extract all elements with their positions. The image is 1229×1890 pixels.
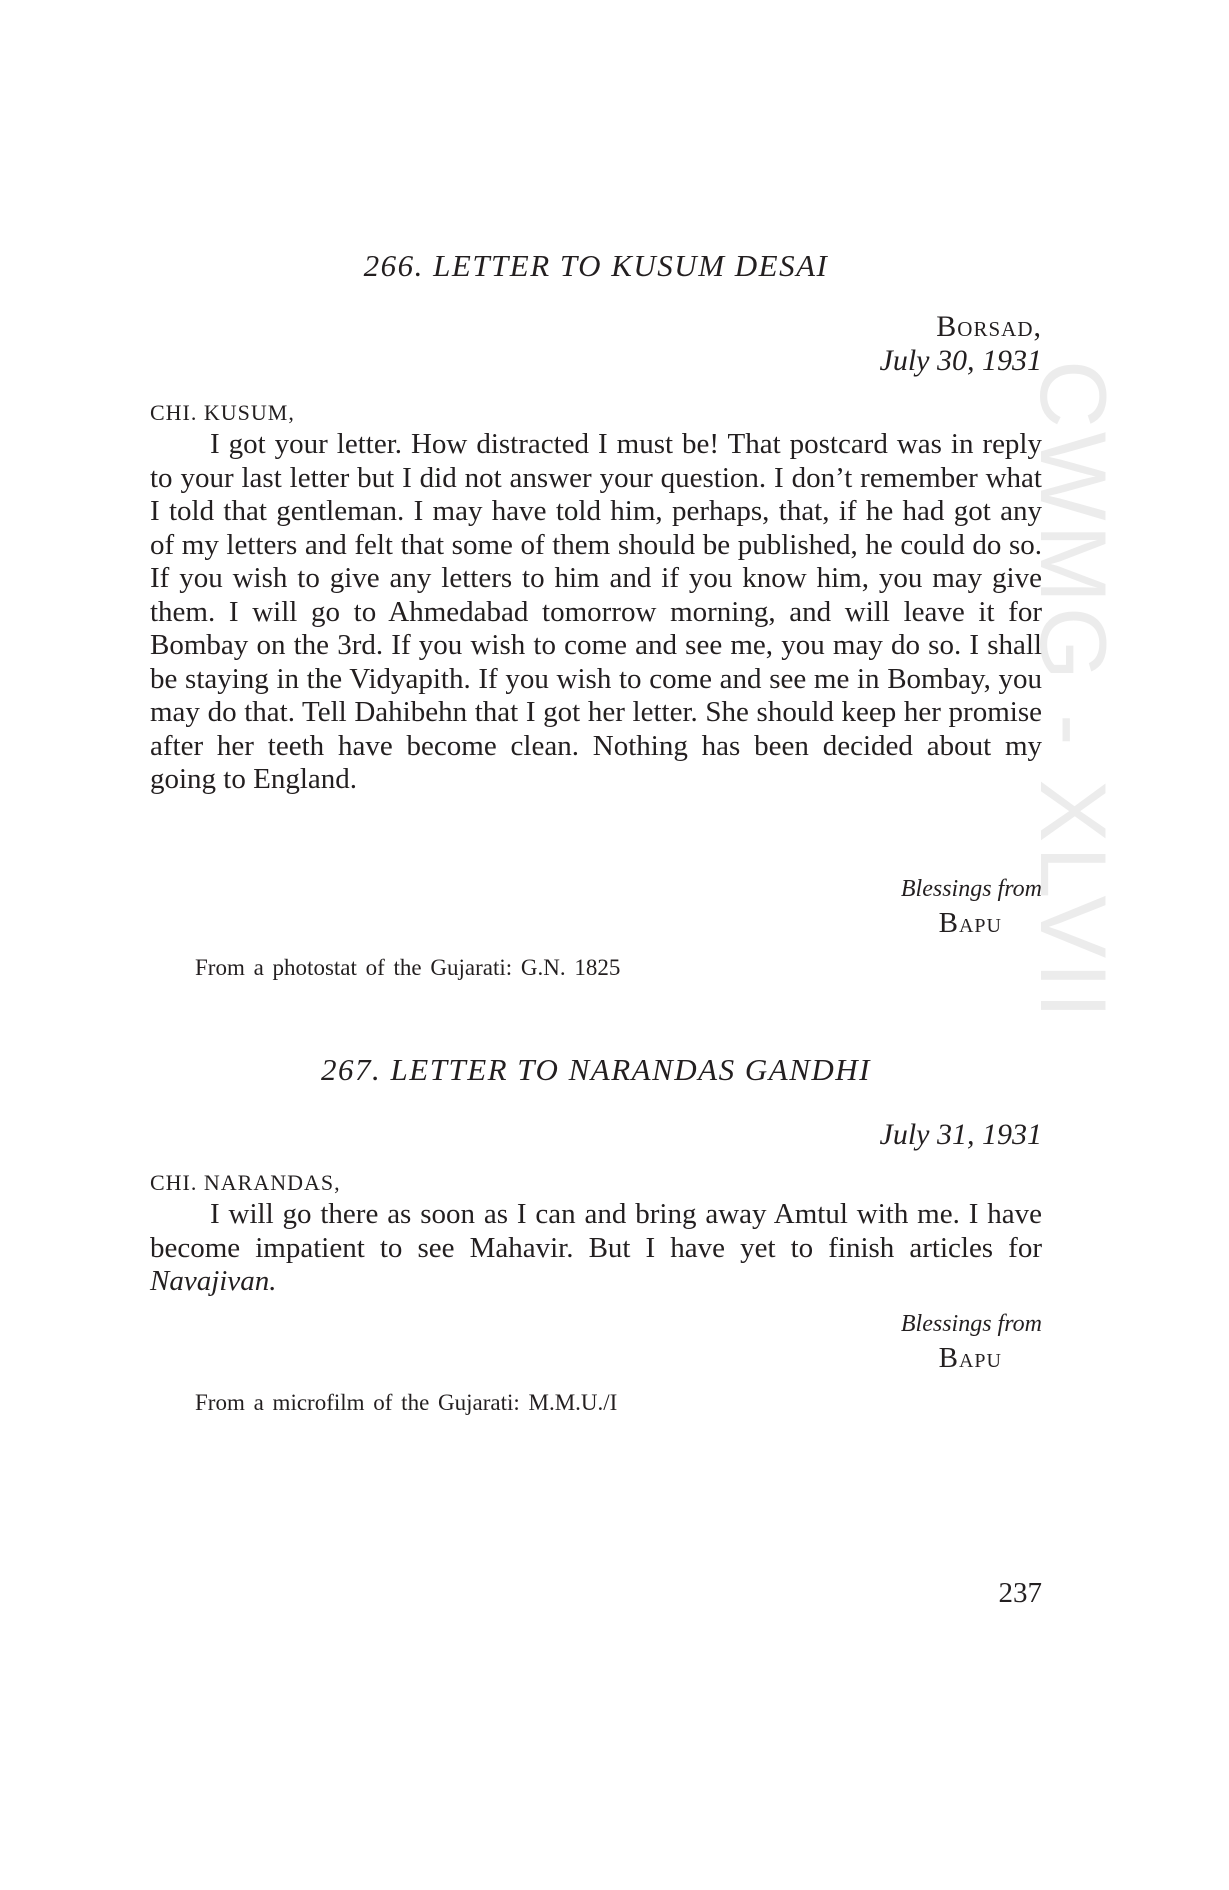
letter-salutation: CHI. KUSUM, [150, 400, 295, 425]
letter-body-paragraph [150, 1198, 1042, 1299]
letter-body-paragraph: I got your letter. How distracted I must be! That postcard was in reply to your last letter but I did not answer your question. I don’t remember what I told that gentleman. I may have told him, perhaps, that, if he had got any of my letters and felt that some of them should be published, he could do so. If you wish to give any letters to him and if you know him, you may give them. I will go to Ahmedabad tomorrow morning, and will leave it for Bombay on the 3rd. If you wish to come and see me, you may do so. I shall be staying in the Vidyapith. If you wish to come and see me in Bombay, you may do that. Tell Dahibehn that I got her letter. She should keep her promise after her teeth have become clean. Nothing has been decided about my going to England. [150, 428, 1042, 795]
page-number: 237 [998, 1577, 1042, 1609]
letter-date: July 30, 1931 [879, 344, 1042, 377]
publication-title: Navajivan. [150, 1265, 277, 1297]
letter-date: July 31, 1931 [879, 1118, 1042, 1151]
page-content [150, 0, 1042, 1890]
blessings-line: Blessings from [900, 1311, 1042, 1337]
signature: Bapu [938, 1342, 1002, 1374]
source-note: From a photostat of the Gujarati: G.N. 1825 [195, 955, 621, 980]
letter-heading: 267. LETTER TO NARANDAS GANDHI [321, 1052, 871, 1087]
letter-place: Borsad, [936, 310, 1042, 343]
letter-body [150, 1198, 1042, 1299]
blessings-line: Blessings from [900, 876, 1042, 902]
letter-body [150, 428, 1042, 797]
letter-body-text: I will go there as soon as I can and bring away Amtul with me. I have become impatient to see Mahavir. But I have yet to finish articles for [150, 1198, 1042, 1264]
letter-salutation: CHI. NARANDAS, [150, 1170, 341, 1195]
letter-heading: 266. LETTER TO KUSUM DESAI [363, 248, 829, 283]
source-note: From a microfilm of the Gujarati: M.M.U./I [195, 1390, 618, 1415]
watermark: CWMG - XLVII [1021, 360, 1126, 1023]
signature: Bapu [938, 907, 1002, 939]
